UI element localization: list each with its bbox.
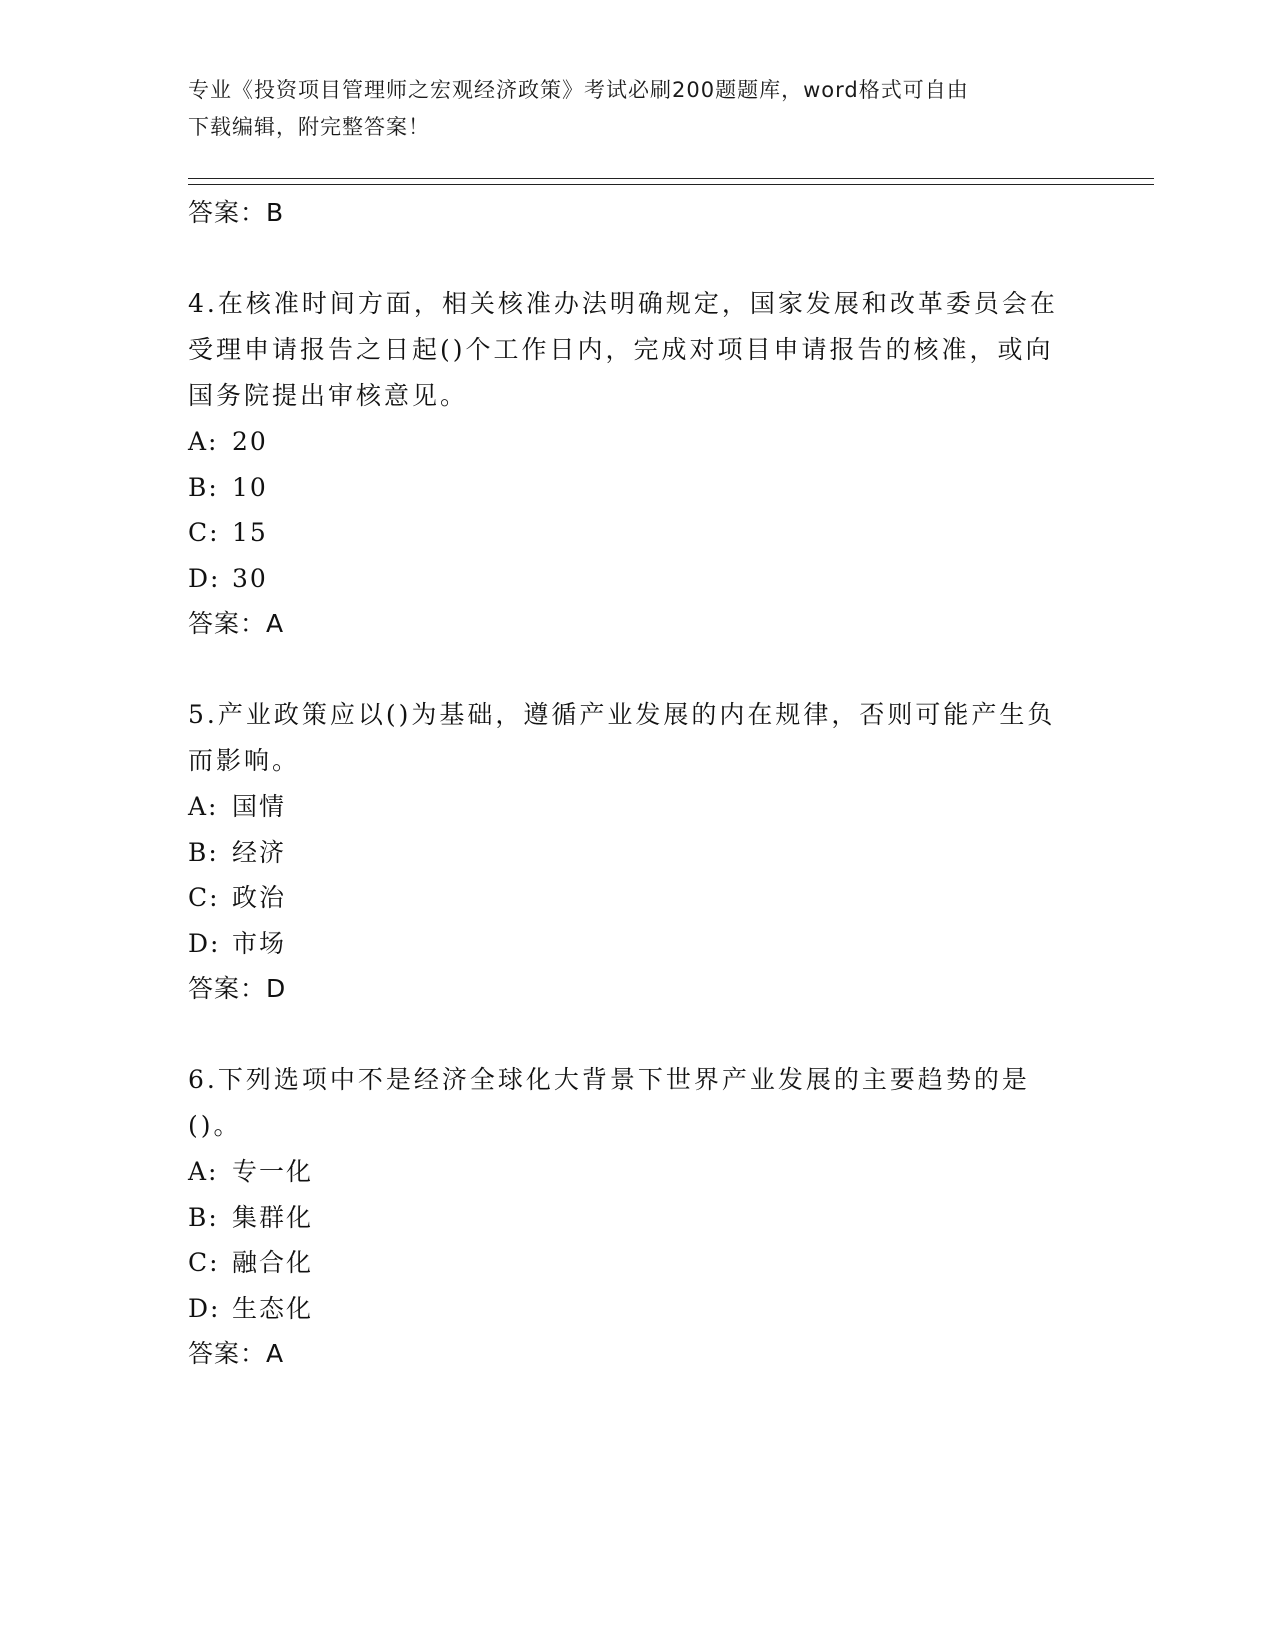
option-text: 20 (232, 427, 268, 456)
option-c (188, 875, 1088, 921)
header-rule-bottom (188, 184, 1154, 185)
option-text: 融合化 (232, 1248, 314, 1277)
header-line-1: 专业《投资项目管理师之宏观经济政策》考试必刷200题题库，word格式可自由 (188, 78, 969, 102)
option-text: 政治 (232, 883, 287, 912)
option-label: B: (188, 837, 219, 867)
option-label: A: (188, 1157, 219, 1186)
option-b (188, 1195, 1088, 1241)
question-list (188, 190, 1088, 1377)
option-a (188, 1149, 1088, 1195)
option-c (188, 1240, 1088, 1286)
question-stem: 6.下列选项中不是经济全球化大背景下世界产业发展的主要趋势的是()。 (188, 1065, 1030, 1140)
option-b (188, 830, 1088, 876)
option-text: 专一化 (232, 1157, 314, 1186)
option-c (188, 510, 1088, 556)
question-answer: 答案：A (188, 1339, 285, 1368)
previous-question-answer: 答案：B (188, 198, 285, 227)
option-text: 15 (232, 518, 268, 547)
option-d (188, 1286, 1088, 1332)
option-text: 10 (232, 472, 268, 502)
option-label: D: (188, 1293, 221, 1323)
question-4 (188, 281, 1088, 647)
option-label: A: (188, 792, 219, 821)
option-d (188, 556, 1088, 602)
question-6 (188, 1057, 1088, 1377)
option-text: 国情 (232, 792, 287, 821)
option-text: 生态化 (232, 1293, 314, 1323)
option-text: 市场 (232, 928, 287, 958)
option-text: 集群化 (232, 1202, 314, 1232)
option-label: D: (188, 928, 221, 958)
option-label: B: (188, 1202, 219, 1232)
option-d (188, 921, 1088, 967)
question-answer: 答案：A (188, 609, 285, 638)
option-label: D: (188, 563, 221, 593)
question-5 (188, 692, 1088, 1012)
option-a (188, 419, 1088, 465)
question-stem: 5.产业政策应以()为基础，遵循产业发展的内在规律，否则可能产生负而影响。 (188, 700, 1056, 775)
option-label: A: (188, 427, 219, 456)
question-answer: 答案：D (188, 974, 287, 1003)
option-text: 30 (232, 563, 268, 593)
question-stem: 4.在核准时间方面，相关核准办法明确规定，国家发展和改革委员会在受理申请报告之日起()个工作日内，完成对项目申请报告的核准，或向国务院提出审核意见。 (188, 289, 1058, 410)
option-label: C: (188, 1248, 220, 1277)
header-rule-top (188, 178, 1154, 179)
page-header (188, 72, 1068, 146)
option-a (188, 784, 1088, 830)
option-text: 经济 (232, 837, 287, 867)
option-b (188, 465, 1088, 511)
option-label: C: (188, 883, 220, 912)
option-label: B: (188, 472, 219, 502)
option-label: C: (188, 518, 220, 547)
header-line-2: 下载编辑，附完整答案！ (188, 115, 430, 139)
